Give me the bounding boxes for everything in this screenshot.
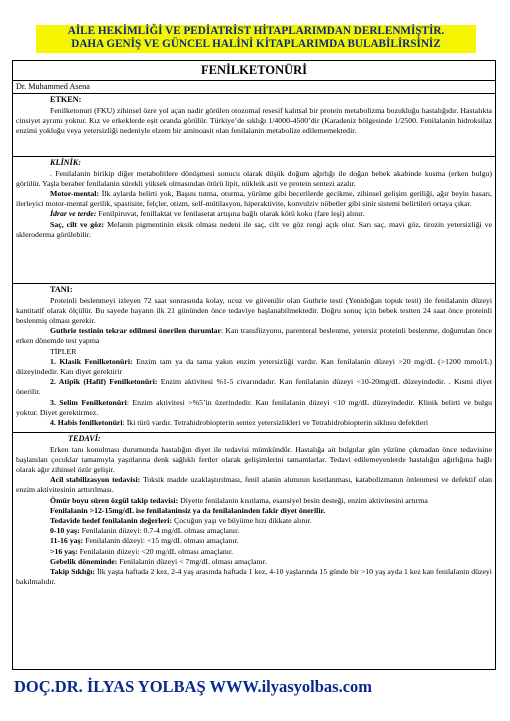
takip-text: İlk yaşta haftada 2 kez, 2-4 yaş arasında haftada 1 kez, 4-10 yaşlarında 15 günde bir >10 yaş ayda 1 kez kan fenilalanin düzeyi bakılmalıdır.: [16, 566, 492, 587]
klinik-motor: [16, 189, 492, 209]
age-row-3: [16, 547, 492, 557]
section-header-tani: TANI:: [50, 285, 73, 294]
banner-line-2: DAHA GENİŞ VE GÜNCEL HALİNİ KİTAPLARIMDA BULABİLİRSİNİZ: [71, 38, 441, 50]
tedavi-omur: [16, 496, 492, 506]
tip-4-text: : İki türü vardır. Tetrahidrobiopterin sentez yetersizlikleri ve Tetrahidrobiopterin siklusu defektleri: [122, 417, 428, 427]
header-banner: [36, 25, 476, 53]
hedef-text: Çocuğun yaşı ve büyüme hızı dikkate alınır.: [172, 515, 312, 525]
guthrie-label: Guthrie testinin tekrar edilmesi önerilen durumlar: [50, 326, 221, 336]
tani-text: Proteinli beslenmeyi izleyen 72 saat sonrasında kolay, ucuz ve güvenilir olan Guthrie testi (Yenidoğan topuk testi) ile fenilalanin düzeyi kantitatif olarak ölçülür. Bu sayede hayatın ilk 21 gününden önce tedaviye başlanabilmektedir. Doğru sonuç için bebek testten 24 saat önce proteinli beslenmiş olması gerekir.: [16, 295, 492, 325]
age-row-2: [16, 536, 492, 546]
tip-3-text: : Enzim aktivitesi >%5’in üzerindedir. Kan fenilalanin düzeyi <10 mg/dL düzeyindedir. Klinik belirti ve bulgu yoktur. Diyet gerektirmez.: [16, 397, 492, 417]
section-etken: [13, 94, 495, 157]
idrar-label: İdrar ve terde:: [50, 209, 97, 219]
gebelik-label: Gebelik döneminde:: [50, 556, 118, 566]
section-header-etken: ETKEN:: [50, 95, 82, 104]
omur-text: Diyette fenilalanin kısıtlama, esansiyel besin desteği, enzim aktivitesini artırma: [178, 495, 428, 505]
acil-text: Toksik madde uzaklaştırılması, fenil alanin alımının kısıtlanması, katabolizmanın önlenmesi ve defektif olan enzim aktivitesinin arttırılması.: [16, 475, 492, 495]
tani-guthrie: [16, 326, 492, 346]
motor-text: İlk aylarda belirti yok, Başını tutma, oturma, yürüme gibi becerilerde gecikme, zihinsel gelişim geriliği, ağır beyin hasarı, ilerleyici motor-mental gerilik, spastisite, felçler, otizm, self-mütilasyon, hiperaktivite, konvulziv nöbetler gibi sinir sistemi belirtileri ortaya çıkar.: [16, 188, 492, 209]
tip-1-text: Enzim tam ya da tama yakın enzim yetersizliği vardır. Kan fenilalanin düzeyi >20 mg/dL (>1200 mmol/L) düzeyindedir. Katı diyet gerektirir: [16, 356, 492, 376]
sac-label: Saç, cilt ve göz:: [50, 219, 105, 229]
age-3-label: >16 yaş:: [50, 546, 78, 556]
age-row-1: [16, 526, 492, 536]
takip-label: Takip Sıklığı:: [50, 566, 96, 576]
tip-2-text: Enzim aktivitesi %1-5 civarındadır. Kan fenilalanin düzeyi <10-20mg/dL düzeyindedir. . Kısmi diyet önerilir.: [16, 377, 492, 397]
tedavi-hedef: [16, 516, 492, 526]
age-1-label: 0-10 yaş:: [50, 526, 80, 536]
gebelik-text: Fenilalanin düzeyi < 7mg/dL olması amaçlanır.: [117, 556, 267, 566]
tedavi-acil: [16, 475, 492, 495]
section-header-klinik: KLİNİK:: [50, 158, 81, 167]
tip-3: [16, 398, 492, 418]
takip-row: [16, 567, 492, 587]
idrar-text: Fenilpiruvat, fenillaktat ve fenilasetat artışına bağlı olarak kötü koku (fare leşi) alınır.: [96, 209, 365, 219]
tip-3-label: 3. Selim Fenilketonüri: [50, 397, 127, 407]
klinik-sac: [16, 220, 492, 240]
sac-text: Melanin pigmentinin eksik olması nedeni ile saç, cilt ve göz rengi açık olur. Sarı saç, mavi göz, tirozin yetersizliği ve skleroderma görülebilir.: [16, 219, 492, 239]
age-2-label: 11-16 yaş:: [50, 536, 84, 546]
hedef-label: Tedavide hedef fenilalanin değerleri:: [50, 515, 173, 525]
fenil-note: Fenilalanin >12-15mg/dL ise fenilalaninsiz ya da fenilalaninden fakir diyet önerilir.: [50, 505, 326, 515]
tip-4: [16, 418, 492, 428]
omur-label: Ömür boyu süren özgül takip tedavisi:: [50, 495, 179, 505]
section-klinik: [13, 157, 495, 284]
section-tani: [13, 284, 495, 433]
gebelik-row: [16, 557, 492, 567]
tip-2-label: 2. Atipik (Hafif) Fenilketonüri:: [50, 377, 158, 387]
age-1-text: Fenilalanin düzeyi: 0.7-4 mg/dL olması amaçlanır.: [79, 526, 240, 536]
author-name: Dr. Muhammed Asena: [13, 81, 495, 94]
motor-label: Motor-mental:: [50, 188, 100, 198]
footer-author-website: DOÇ.DR. İLYAS YOLBAŞ WWW.ilyasyolbas.com: [14, 677, 373, 696]
tedavi-text: Erken tanı konulması durumunda hastalığın diyet ile tedavisi mümkündür. Hastalığa ait bulgular gün yüzüne çıkmadan önce tedavisine başlanılan çocuklar tamamıyla yaşıtlarına denk sağlıklı fertler olarak gelişimlerini tamamlarlar. Tedavi edilemeyenlerde hastalığın ağırlığına bağlı olarak ağır zihinsel özür gelişir.: [16, 444, 492, 474]
document-box: [12, 60, 496, 670]
guthrie-text: : Kan transfüzyonu, parenteral beslenme, yetersiz proteinli beslenme, doğumdan önce erken dönemde test yapma: [16, 326, 492, 346]
section-tedavi: [13, 433, 495, 588]
document-title: FENİLKETONÜRİ: [13, 61, 495, 81]
tip-1: [16, 357, 492, 377]
etken-text: Fenilketonuri (FKU) zihinsel özre yol açan nadir görülen otozomal resesif kalıtsal bir protein metabolizma bozukluğu hastalığıdır. Hastalıkta cinsiyet ayrımı yoktur. Kız ve erkeklerde eşit oranda görülür. Türkiye’de sıklığı 1/4000-4500’dir (Karadeniz bölgesinde 1/2500. Fenilalanin hidroksilaz enzimi yokluğu veya yetersizliği nedeniyle elzem bir aminoasit olan fenilalanin metabolize edilememektedir.: [16, 105, 492, 135]
klinik-idrar: [16, 209, 492, 219]
section-header-tedavi: TEDAVİ:: [68, 434, 101, 443]
acil-label: Acil stabilizasyon tedavisi:: [50, 475, 141, 485]
age-3-text: Fenilalanin düzeyi: <20 mg/dL olması amaçlanır.: [77, 546, 234, 556]
age-2-text: Fenilalanin düzeyi: <15 mg/dL olması amaçlanır.: [83, 536, 239, 546]
tip-1-label: 1. Klasik Fenilketonüri:: [50, 356, 133, 366]
klinik-intro: . Fenilalanin birikip diğer metabolitlere dönüşmesi sonucu olarak düşük doğum ağırlığı ile doğan bebek akabinde kusma (erken bulgu) görülür. Yaşla beraber fenilalanin sürekli yüksek olmasından ötürü lipit, nükleik asit ve protein sentezi azalır.: [16, 168, 492, 188]
tani-tipler: TİPLER: [50, 346, 77, 356]
tip-4-label: 4. Habis fenilketonüri: [50, 417, 123, 427]
banner-line-1: AİLE HEKİMLİĞİ VE PEDİATRİST HİTAPLARIMDAN DERLENMİŞTİR.: [67, 25, 445, 37]
tip-2: [16, 377, 492, 397]
